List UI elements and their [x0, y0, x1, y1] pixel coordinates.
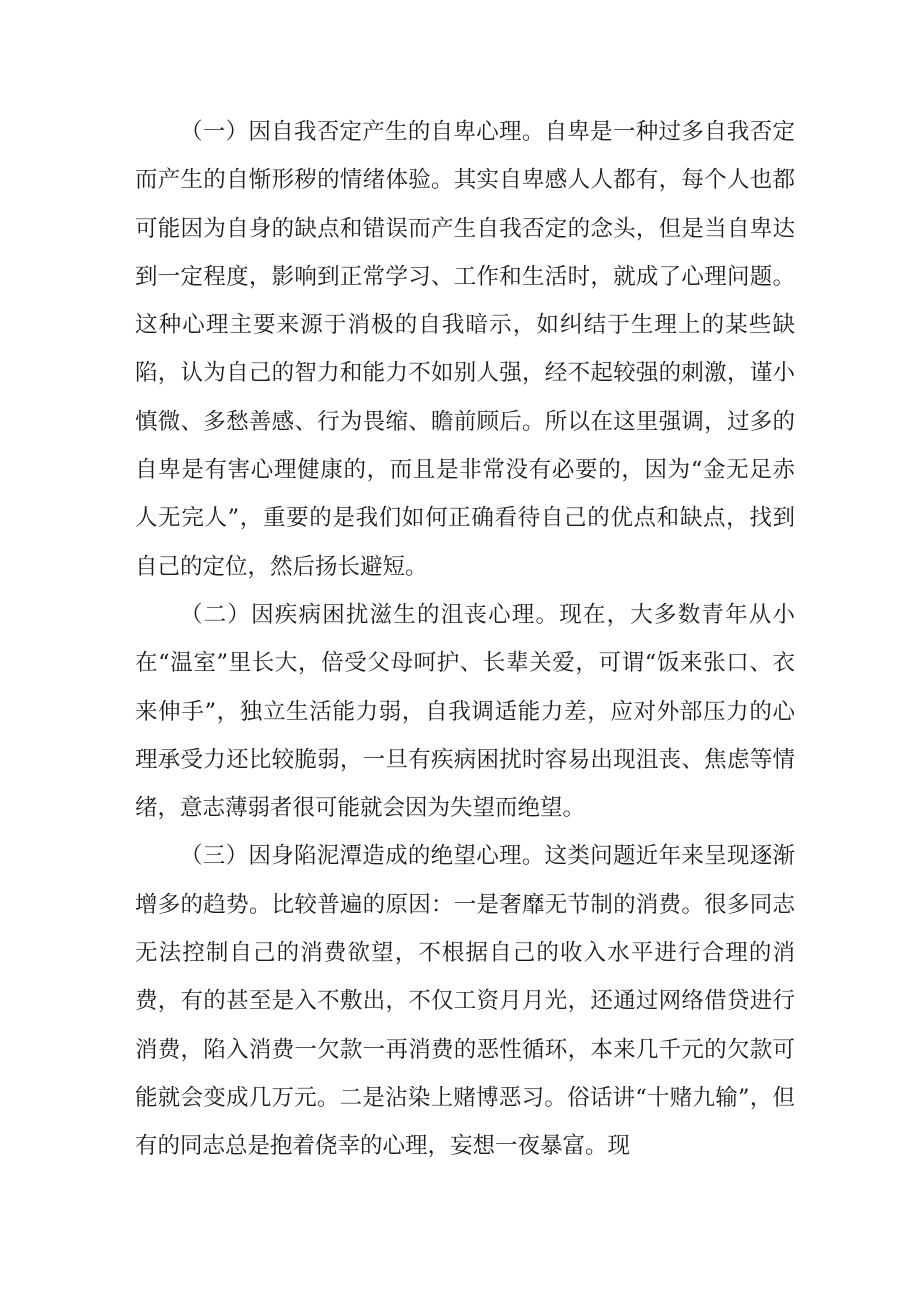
document-body — [135, 108, 795, 1171]
paragraph-despair: （三）因身陷泥潭造成的绝望心理。这类问题近年来呈现逐渐增多的趋势。比较普遍的原因：一是奢靡无节制的消费。很多同志无法控制自己的消费欲望，不根据自己的收入水平进行合理的消费，有的甚至是入不敷出，不仅工资月月光，还通过网络借贷进行消费，陷入消费一欠款一再消费的恶性循环，本来几千元的欠款可能就会变成几万元。二是沾染上赌博恶习。俗话讲“十赌九输”，但有的同志总是抱着侥幸的心理，妄想一夜暴富。现 — [135, 843, 795, 1160]
paragraph-self-denial: （一）因自我否定产生的自卑心理。自卑是一种过多自我否定而产生的自惭形秽的情绪体验。其实自卑感人人都有，每个人也都可能因为自身的缺点和错误而产生自我否定的念头，但是当自卑达到一定程度，影响到正常学习、工作和生活时，就成了心理问题。这种心理主要来源于消极的自我暗示，如纠结于生理上的某些缺陷，认为自己的智力和能力不如别人强，经不起较强的刺激，谨小慎微、多愁善感、行为畏缩、瞻前顾后。所以在这里强调，过多的自卑是有害心理健康的，而且是非常没有必要的，因为“金无足赤人无完人”，重要的是我们如何正确看待自己的优点和缺点，找到自己的定位，然后扬长避短。 — [135, 119, 795, 580]
paragraph-illness: （二）因疾病困扰滋生的沮丧心理。现在，大多数青年从小在“温室”里长大，倍受父母呵护、长辈关爱，可谓“饭来张口、衣来伸手”，独立生活能力弱，自我调适能力差，应对外部压力的心理承受力还比较脆弱，一旦有疾病困扰时容易出现沮丧、焦虑等情绪，意志薄弱者很可能就会因为失望而绝望。 — [135, 601, 795, 822]
